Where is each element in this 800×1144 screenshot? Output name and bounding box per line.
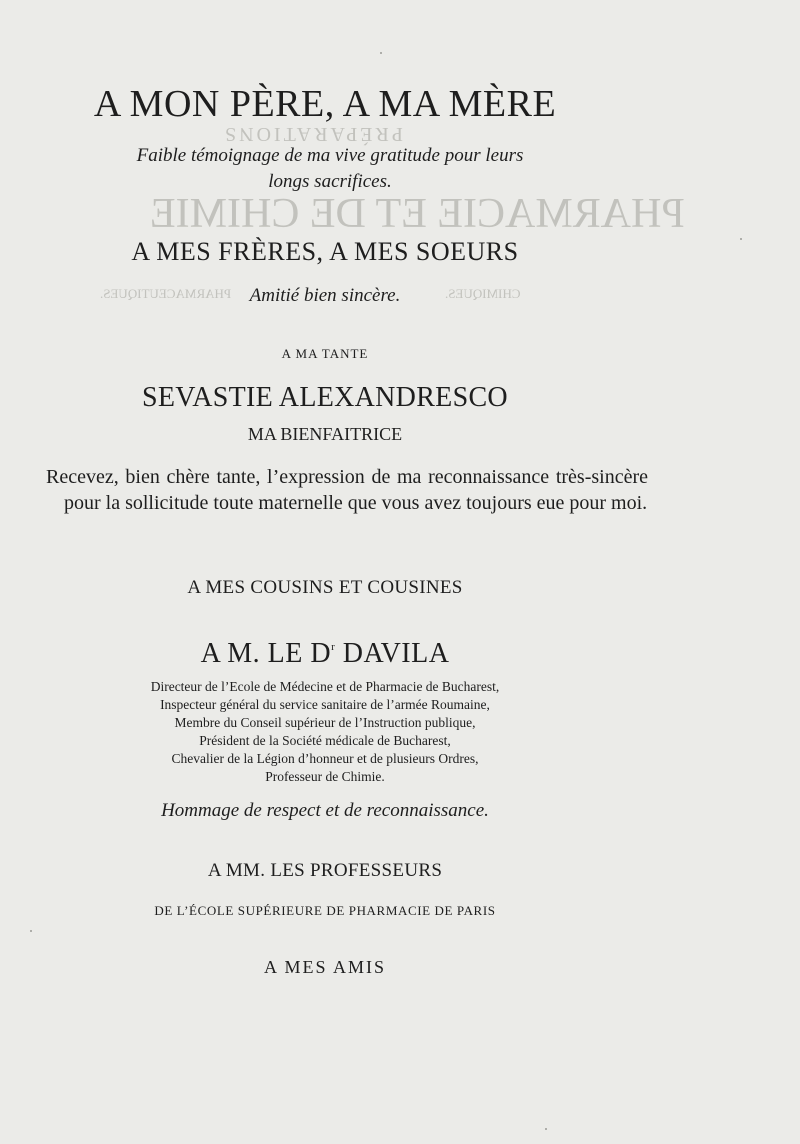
aunt-name: SEVASTIE ALEXANDRESCO [142, 382, 508, 413]
parents-dedication [100, 143, 560, 195]
bleed-heading-2: PHARMACIE ET DE CHIMIE [150, 191, 685, 237]
davila-title-line: Chevalier de la Légion d’honneur et de plusieurs Ordres, [171, 751, 479, 766]
aunt-role: MA BIENFAITRICE [247, 424, 403, 444]
bleed-heading-1: PRÉPARATIONS [222, 123, 403, 145]
friends-heading: A MES AMIS [263, 957, 387, 977]
davila-title-line: Directeur de l’Ecole de Médecine et de Pharmacie de Bucharest, [150, 679, 500, 694]
siblings-dedication: Amitié bien sincère. [249, 285, 401, 306]
bleed-line-b: PHARMACEUTIQUES. [100, 286, 232, 301]
paper-speck [740, 238, 742, 240]
siblings-heading: A MES FRÈRES, A MES SOEURS [131, 237, 519, 266]
davila-prefix: A M. LE D [200, 638, 332, 669]
davila-titles [0, 678, 650, 786]
aunt-message: Recevez, bien chère tante, l’expression de ma reconnaissance très-sincère pour la sollicitude toute maternelle que vous avez toujours eue pour moi. [46, 466, 648, 514]
davila-title-line: Membre du Conseil supérieur de l’Instruction publique, [174, 715, 476, 730]
page-title: A MON PÈRE, A MA MÈRE [93, 83, 557, 125]
paper-speck [545, 1128, 547, 1130]
davila-title-line: Inspecteur général du service sanitaire de l’armée Roumaine, [160, 697, 490, 712]
davila-dedication: Hommage de respect et de reconnaissance. [161, 800, 489, 821]
davila-name: DAVILA [342, 638, 450, 669]
davila-title-line: Professeur de Chimie. [265, 769, 385, 784]
cousins-heading: A MES COUSINS ET COUSINES [187, 577, 463, 598]
professors-school: DE L’ÉCOLE SUPÉRIEURE DE PHARMACIE DE PARIS [154, 903, 496, 918]
parents-dedication-line-2: longs sacrifices. [268, 171, 392, 192]
parents-dedication-line-1: Faible témoignage de ma vive gratitude pour leurs [136, 145, 524, 166]
bleed-line-a: CHIMIQUES. [445, 286, 521, 301]
davila-superscript: r [331, 641, 336, 653]
paper-speck [30, 930, 32, 932]
davila-heading [0, 638, 650, 670]
professors-heading: A MM. LES PROFESSEURS [207, 860, 443, 881]
paper-speck [380, 52, 382, 54]
aunt-intro: A MA TANTE [281, 346, 369, 361]
davila-title-line: Président de la Société médicale de Bucharest, [199, 733, 451, 748]
